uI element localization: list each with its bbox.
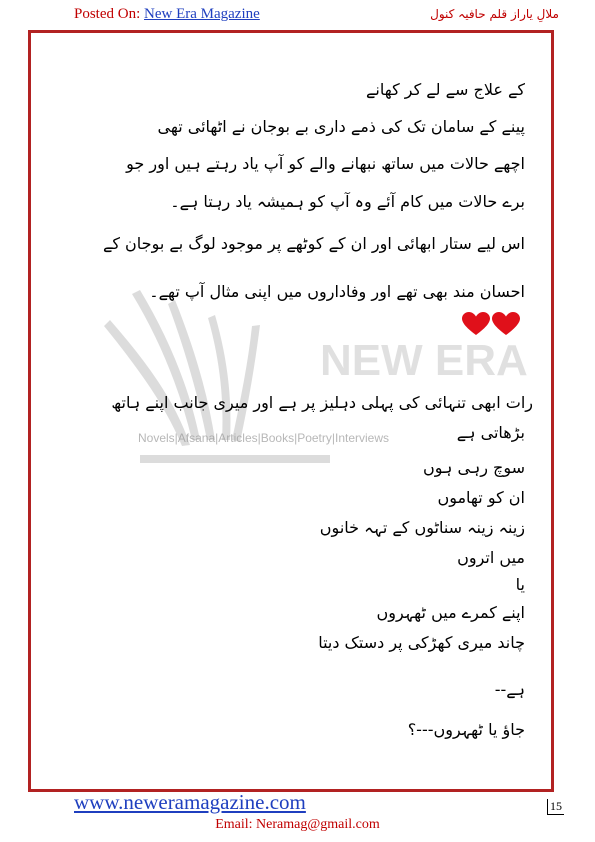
poem-line: یا xyxy=(515,575,525,594)
poem-line: رات ابھی تنہائی کی پہلی دہلیز پر ہے اور میری جانب اپنے ہاتھ xyxy=(111,393,533,412)
posted-on-header xyxy=(74,6,260,23)
website-link[interactable]: www.neweramagazine.com xyxy=(74,790,306,814)
body-line: اس لیے ستار ابھائی اور ان کے کوٹھے پر موجود لوگ بے بوجان کے xyxy=(102,234,525,253)
poem-line: جاؤ یا ٹھہروں---؟ xyxy=(407,720,525,739)
poem-line: ہے-- xyxy=(494,680,525,699)
poem-line: ان کو تھاموں xyxy=(437,488,525,507)
poem-line: میں اتروں xyxy=(457,548,525,567)
author-credit: ملالِ یاراز قلم حافیہ کنول xyxy=(430,7,559,21)
body-line: اچھے حالات میں ساتھ نبھانے والے کو آپ یاد رہتے ہیں اور جو xyxy=(126,154,525,173)
watermark-tagline: Novels|Afsana|Articles|Books|Poetry|Interviews xyxy=(138,431,390,445)
heart-icon xyxy=(462,312,490,336)
contact-email: Email: Neramag@gmail.com xyxy=(215,817,380,832)
hearts-divider xyxy=(462,312,520,336)
poem-line: سوچ رہی ہوں xyxy=(423,458,525,477)
poem-line: اپنے کمرے میں ٹھہروں xyxy=(376,603,525,622)
body-line: احسان مند بھی تھے اور وفاداروں میں اپنی مثال آپ تھے۔ xyxy=(149,282,525,301)
body-line: برے حالات میں کام آئے وہ آپ کو ہمیشہ یاد رہتا ہے۔ xyxy=(170,192,525,211)
heart-icon xyxy=(492,312,520,336)
poem-line: بڑھاتی ہے xyxy=(456,423,525,442)
poem-line: چاند میری کھڑکی پر دستک دیتا xyxy=(318,633,525,652)
body-line: کے علاج سے لے کر کھانے xyxy=(365,80,525,99)
body-line: پینے کے سامان تک کی ذمے داری بے بوجان نے اٹھائی تھی xyxy=(157,117,525,136)
poem-line: زینہ زینہ سناٹوں کے تہہ خانوں xyxy=(319,518,525,537)
magazine-link[interactable]: New Era Magazine xyxy=(144,6,260,22)
posted-on-label: Posted On: xyxy=(74,6,141,22)
svg-text:NEW ERA: NEW ERA xyxy=(320,336,528,385)
page-number: 15 xyxy=(547,799,564,815)
